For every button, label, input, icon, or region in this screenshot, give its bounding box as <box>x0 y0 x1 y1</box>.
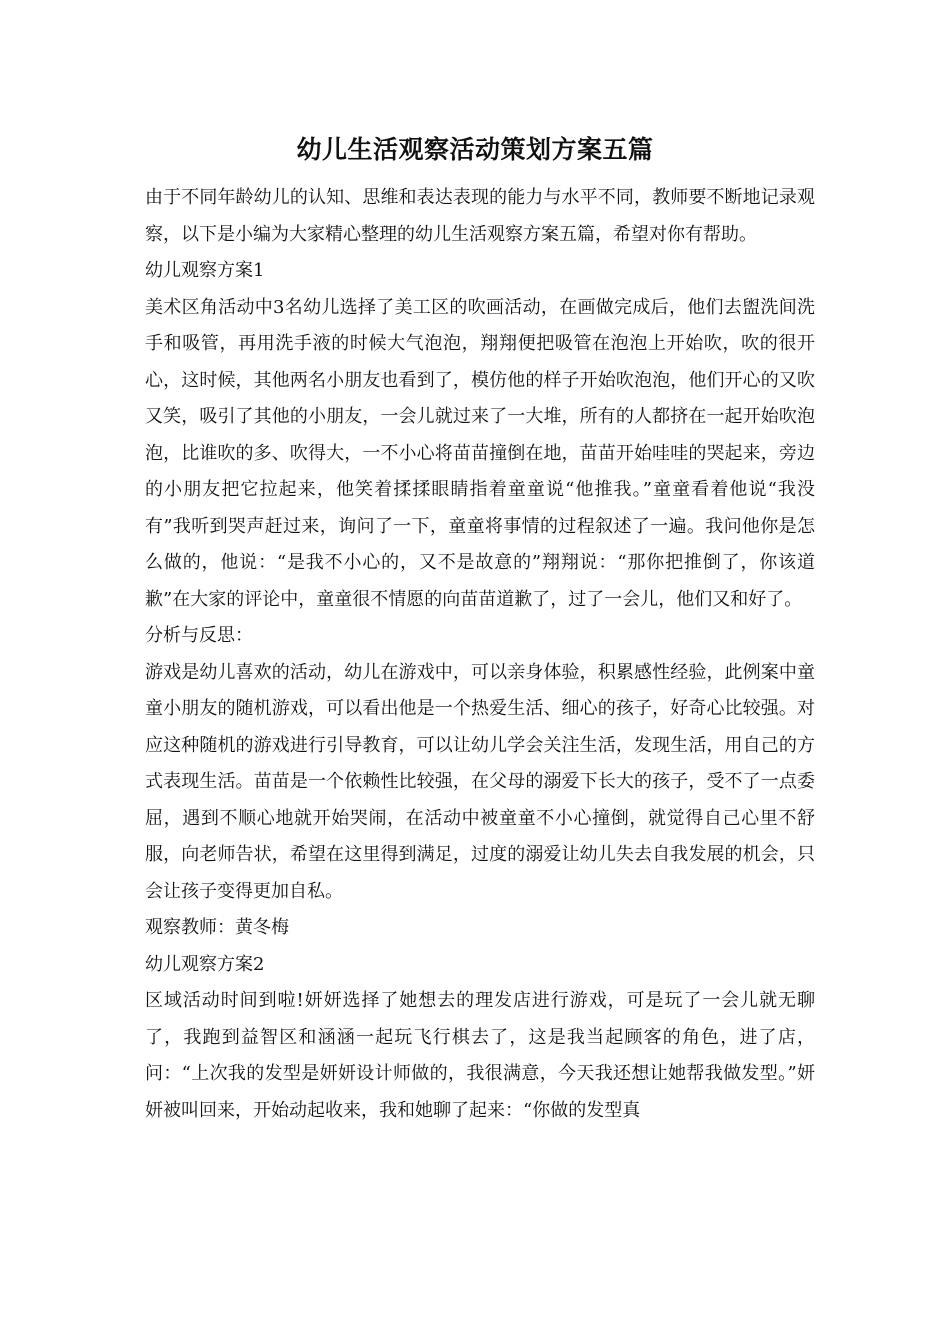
section-2-heading: 幼儿观察方案2 <box>145 953 265 975</box>
observer-line: 观察教师：黄冬梅 <box>145 917 289 938</box>
document-title: 幼儿生活观察活动策划方案五篇 <box>296 135 654 164</box>
analysis-paragraph: 游戏是幼儿喜欢的活动，幼儿在游戏中，可以亲身体验，积累感性经验，此例案中童童小朋友的随机游戏，可以看出他是一个热爱生活、细心的孩子，好奇心比较强。对应这种随机的游戏进行引导教育，可以让幼儿学会关注生活，发现生活，用自己的方式表现生活。苗苗是一个依赖性比较强，在父母的溺爱下长大的孩子，受不了一点委屈，遇到不顺心地就开始哭闹，在活动中被童童不小心撞倒，就觉得自己心里不舒服，向老师告状，希望在这里得到满足，过度的溺爱让幼儿失去自我发展的机会，只会让孩子变得更加自私。 <box>145 661 815 902</box>
section-2-paragraph: 区域活动时间到啦!妍妍选择了她想去的理发店进行游戏，可是玩了一会儿就无聊了，我跑到益智区和涵涵一起玩飞行棋去了，这是我当起顾客的角色，进了店，问：“上次我的发型是妍妍设计师做的，我很满意，今天我还想让她帮我做发型。”妍妍被叫回来，开始动起收来，我和她聊了起来：“你做的发型真 <box>145 990 815 1121</box>
analysis-heading: 分析与反思： <box>145 625 253 646</box>
intro-paragraph: 由于不同年龄幼儿的认知、思维和表达表现的能力与水平不同，教师要不断地记录观察，以下是小编为大家精心整理的幼儿生活观察方案五篇，希望对你有帮助。 <box>145 187 815 245</box>
document-body <box>145 180 815 1129</box>
section-1-heading: 幼儿观察方案1 <box>145 260 265 281</box>
section-1-paragraph: 美术区角活动中3名幼儿选择了美工区的吹画活动，在画做完成后，他们去盥洗间洗手和吸管，再用洗手液的时候大气泡泡，翔翔便把吸管在泡泡上开始吹，吹的很开心，这时候，其他两名小朋友也看到了，模仿他的样子开始吹泡泡，他们开心的又吹又笑，吸引了其他的小朋友，一会儿就过来了一大堆，所有的人都挤在一起开始吹泡泡，比谁吹的多、吹得大，一不小心将苗苗撞倒在地，苗苗开始哇哇的哭起来，旁边的小朋友把它拉起来，他笑着揉揉眼睛指着童童说“他推我。”童童看着他说“我没有”我听到哭声赶过来，询问了一下，童童将事情的过程叙述了一遍。我问他你是怎么做的，他说：“是我不小心的，又不是故意的”翔翔说：“那你把推倒了，你该道歉”在大家的评论中，童童很不情愿的向苗苗道歉了，过了一会儿，他们又和好了。 <box>145 296 815 610</box>
